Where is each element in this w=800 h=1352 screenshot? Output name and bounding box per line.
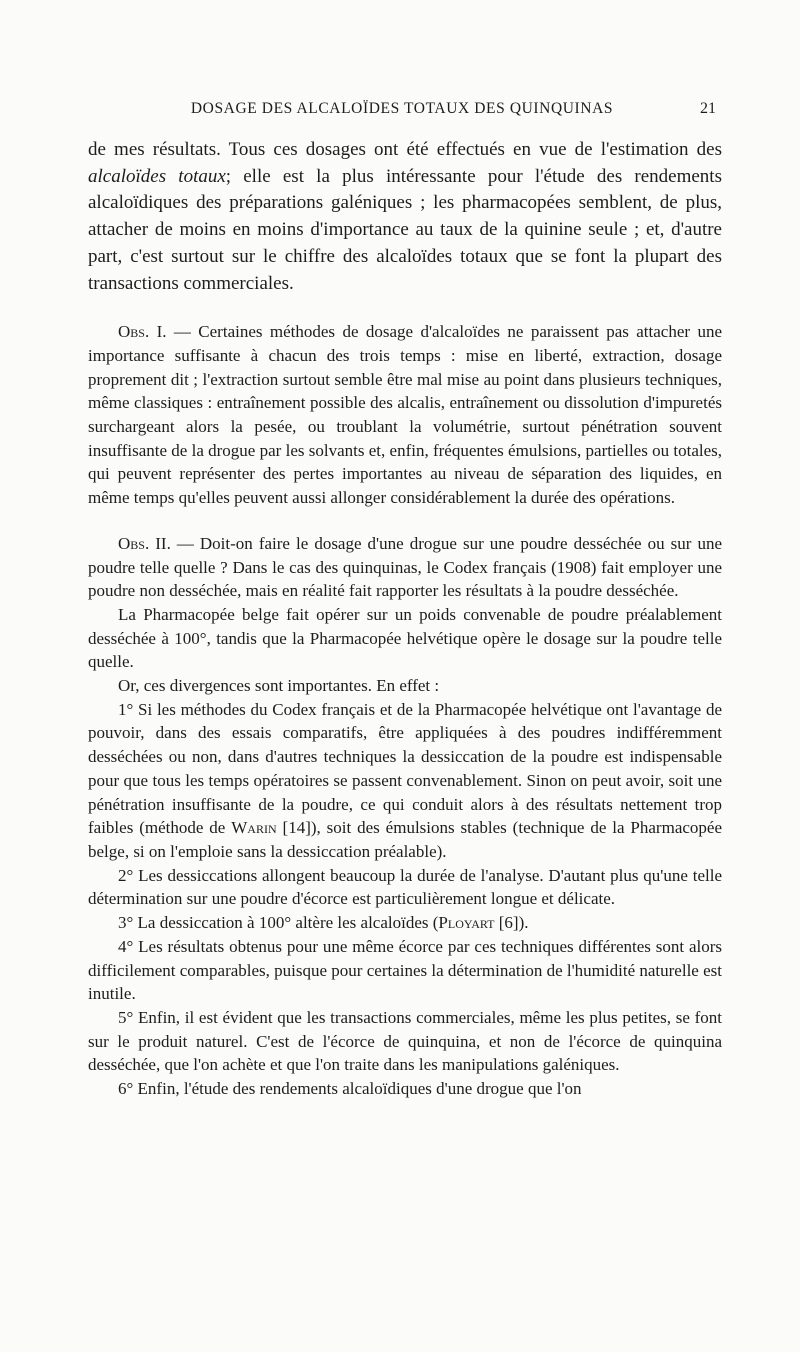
list-item-2: 2° Les dessiccations allongent beaucoup la durée de l'analyse. D'autant plus qu'une telle détermination sur une poudre d'écorce est particulièrement longue et délicate. — [88, 865, 722, 909]
page-number: 21 — [700, 100, 716, 117]
page-body — [88, 137, 722, 1101]
obs-2-belgian-pharmacopoeia: La Pharmacopée belge fait opérer sur un poids convenable de poudre préalablement desséchée à 100°, tandis que la Pharmacopée helvétique opère le dosage sur la poudre telle quelle. — [88, 604, 722, 672]
obs-2-label: Obs. II. — [118, 533, 171, 553]
list-item-1: 1° Si les méthodes du Codex français et de la Pharmacopée helvétique ont l'avantage de pouvoir, dans des essais comparatifs, être appliquées à des poudres indifféremment desséchées ou non, dans d'autres techniques la dessiccation de la poudre est indispensable pour que tous les temps opératoires se passent convenablement. Sinon on peut avoir, soit une pénétration insuffisante de la poudre, ce qui conduit alors à des résultats nettement trop faibles (méthode de Warin [14]), soit des émulsions stables (technique de la Pharmacopée belge, si on l'emploie sans la dessiccation préalable). — [88, 699, 722, 861]
obs-2-paragraph: Obs. II. — Doit-on faire le dosage d'une drogue sur une poudre desséchée ou sur une poudre telle quelle ? Dans le cas des quinquinas, le Codex français (1908) fait employer une poudre non desséchée, mais en réalité fait rapporter les résultats à la poudre desséchée. — [88, 533, 723, 601]
observation-2 — [88, 532, 722, 1101]
list-item-6: 6° Enfin, l'étude des rendements alcaloïdiques d'une drogue que l'on — [118, 1079, 582, 1099]
obs-1-paragraph: Obs. I. — Certaines méthodes de dosage d'alcaloïdes ne paraissent pas attacher une importance suffisante à chacun des trois temps : mise en liberté, extraction, dosage proprement dit ; l'extraction surtout semble être mal mise au point dans plusieurs techniques, même classiques : entraînement possible des alcalis, entraînement ou dissolution d'impuretés surchargeant alors la pesée, ou troublant la volumétrie, surtout pénétration souvent insuffisante de la drogue par les solvants et, enfin, fréquentes émulsions, partielles ou totales, qui peuvent représenter des pertes importantes au niveau de séparation des liquides, en même temps qu'elles peuvent aussi allonger considérablement la durée des opérations. — [88, 322, 722, 508]
list-item-5: 5° Enfin, il est évident que les transactions commerciales, même les plus petites, se font sur le produit naturel. C'est de l'écorce de quinquina, et non de l'écorce de quinquina desséchée, que l'on achète et que l'on traite dans les manipulations galéniques. — [88, 1007, 722, 1075]
observation-1 — [88, 320, 722, 510]
obs-1-label: Obs. I. — [118, 322, 167, 342]
list-item-4: 4° Les résultats obtenus pour une même écorce par ces techniques différentes sont alors difficilement comparables, puisque pour certaines la détermination de l'humidité naturelle est inutile. — [88, 936, 722, 1004]
page-header — [88, 100, 716, 126]
main-text — [88, 137, 722, 297]
paragraph-results: de mes résultats. Tous ces dosages ont été effectués en vue de l'estimation des alcaloïdes totaux; elle est la plus intéressante pour l'étude des rendements alcaloïdiques des préparations galéniques ; les pharmacopées semblent, de plus, attacher de moins en moins d'importance au taux de la quinine seule ; et, d'autre part, c'est surtout sur le chiffre des alcaloïdes totaux que se font la plupart des transactions commerciales. — [88, 139, 722, 294]
running-title: DOSAGE DES ALCALOÏDES TOTAUX DES QUINQUINAS — [190, 100, 614, 117]
obs-2-divergences: Or, ces divergences sont importantes. En effet : — [118, 676, 440, 696]
list-item-3: 3° La dessiccation à 100° altère les alcaloïdes (Ployart [6]). — [118, 913, 529, 933]
